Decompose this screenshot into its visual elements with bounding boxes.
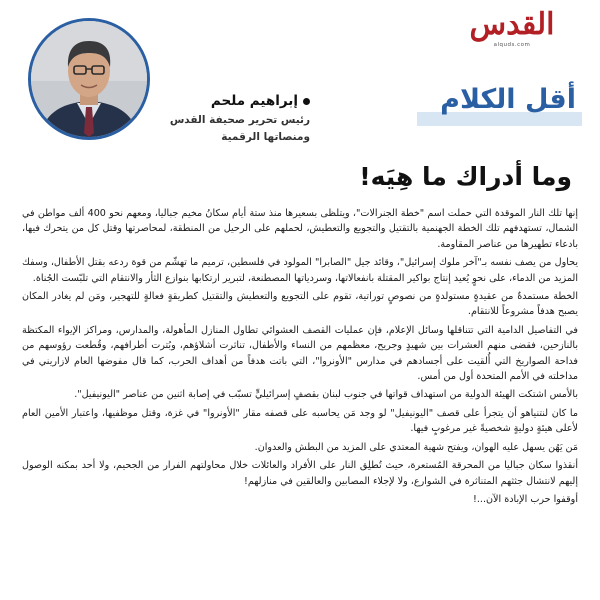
publication-logo — [446, 8, 578, 48]
logo-subtext: alquds.com — [493, 42, 531, 48]
author-name: إبراهيم ملحم — [210, 93, 298, 109]
column-title: أقل الكلام — [440, 84, 576, 115]
author-role-line-1: رئيس تحرير صحيفة القدس — [169, 114, 310, 126]
column-header — [0, 0, 600, 160]
author-name-line — [160, 92, 310, 110]
paragraph: يحاول من يصف نفسه بـ"آخر ملوك إسرائيل"، وقائد جيل "الصابرا" المولود في فلسطين، ترميم ما تهشّم من قوة ردعه بقتل الأطفال، وسفك المزيد من الدماء، على نحوٍ يُعيد إنتاج بواكير المقتلة بانفعالاتها، وسردياتها المصطنعة، لتبرير ارتكابها بنوازع الثأر والانتقام التي تلبّست الجُناة. — [22, 257, 578, 284]
paragraph: أوقفوا حرب الإبادة الآن...! — [473, 493, 578, 505]
author-info — [160, 92, 310, 146]
author-portrait — [28, 18, 150, 140]
paragraph: في التفاصيل الدامية التي تتناقلها وسائل الإعلام، فإن عمليات القصف العشوائي تطاول المنازل المأهولة، والمدارس، ومراكز الإيواء المكتظة بالنازحين، فقضى منهم العشرات بين شهيدٍ وجريح، معظمهم من النساء والأطفال، تناثرت أشلاؤهم، وبُترت أطرافهم، وقُطعت رؤوسهم من فداحة الصواريخ التي أُلقيت على أجسادهم في مدارس "الأونروا"، التي باتت هدفاً من أهداف الحرب، كما قال مفوضها العام لازاريني في مداخلته في الأمم المتحدة أول من أمس. — [22, 324, 578, 383]
paragraph: ما كان لنتنياهو أن يتجرأ على قصف "اليونيفيل" لو وجد مَن يحاسبه على قصفه مقار "الأونروا" في غزة، وقتل موظفيها، واعتبار الأمين العام لأعلى هيئةٍ دوليةٍ شخصيةً غير مرغوبٍ فيها. — [22, 407, 578, 435]
column-banner — [417, 80, 582, 126]
logo-wordmark: القدس — [469, 7, 555, 42]
paragraph: مَن يَهُن يسهل عليه الهوان، ويفتح شهية المعتدي على المزيد من البطش والعدوان. — [254, 441, 578, 453]
paragraph: بالأمس اشتكت الهيئة الدولية من استهداف قواتها في جنوب لبنان بقصفٍ إسرائيليٍّ تسبّب في إصابة اثنين من عناصر "اليونيفيل". — [74, 389, 578, 401]
author-role — [160, 112, 310, 146]
article-body — [22, 206, 578, 598]
bullet-icon — [303, 98, 310, 105]
paragraph: إنها تلك النار الموقدة التي حملت اسم "خطة الجنرالات"، ويتلظى بسعيرها منذ ستة أيام سكانُ مخيم جباليا، ومعهم نحو 400 ألف مواطن في الشمال، تستهدفهم تلك الخطة الجهنمية بالتقتيل والتجويع والتعطيش، لحملهم على الرحيل من المنطقة، لمحاصرتها وقتل كل من يتحرك فيها، بادعاء تطهيرها من عناصر المقاومة. — [22, 208, 578, 250]
author-portrait-photo — [31, 21, 147, 137]
paragraph: الخطة مستمدةٌ من عقيدةٍ مستولدةٍ من نصوصٍ توراتية، تقوم على التجويع والتعطيش والتقتيل كطريقةٍ فعالةٍ للتهجير، ومَن لم يغادر المكان يصبح هدفاً مشروعاً للانتقام. — [22, 291, 578, 318]
author-role-line-2: ومنصاتها الرقمية — [221, 131, 310, 143]
paragraph: أنقذوا سكان جباليا من المحرقة المُستعرة، حيث تُطلِق النار على الأفراد والعائلات خلال محاولتهم الفرار من الجحيم، ولا أحد بمكنه الوصول إليهم لانتشال جثثهم المتناثرة في الشوارع، ولا لإجلاء المصابين والعالقين في منازلهم! — [22, 460, 578, 487]
article-headline: وما أدراك ما هِيَه! — [359, 162, 572, 191]
